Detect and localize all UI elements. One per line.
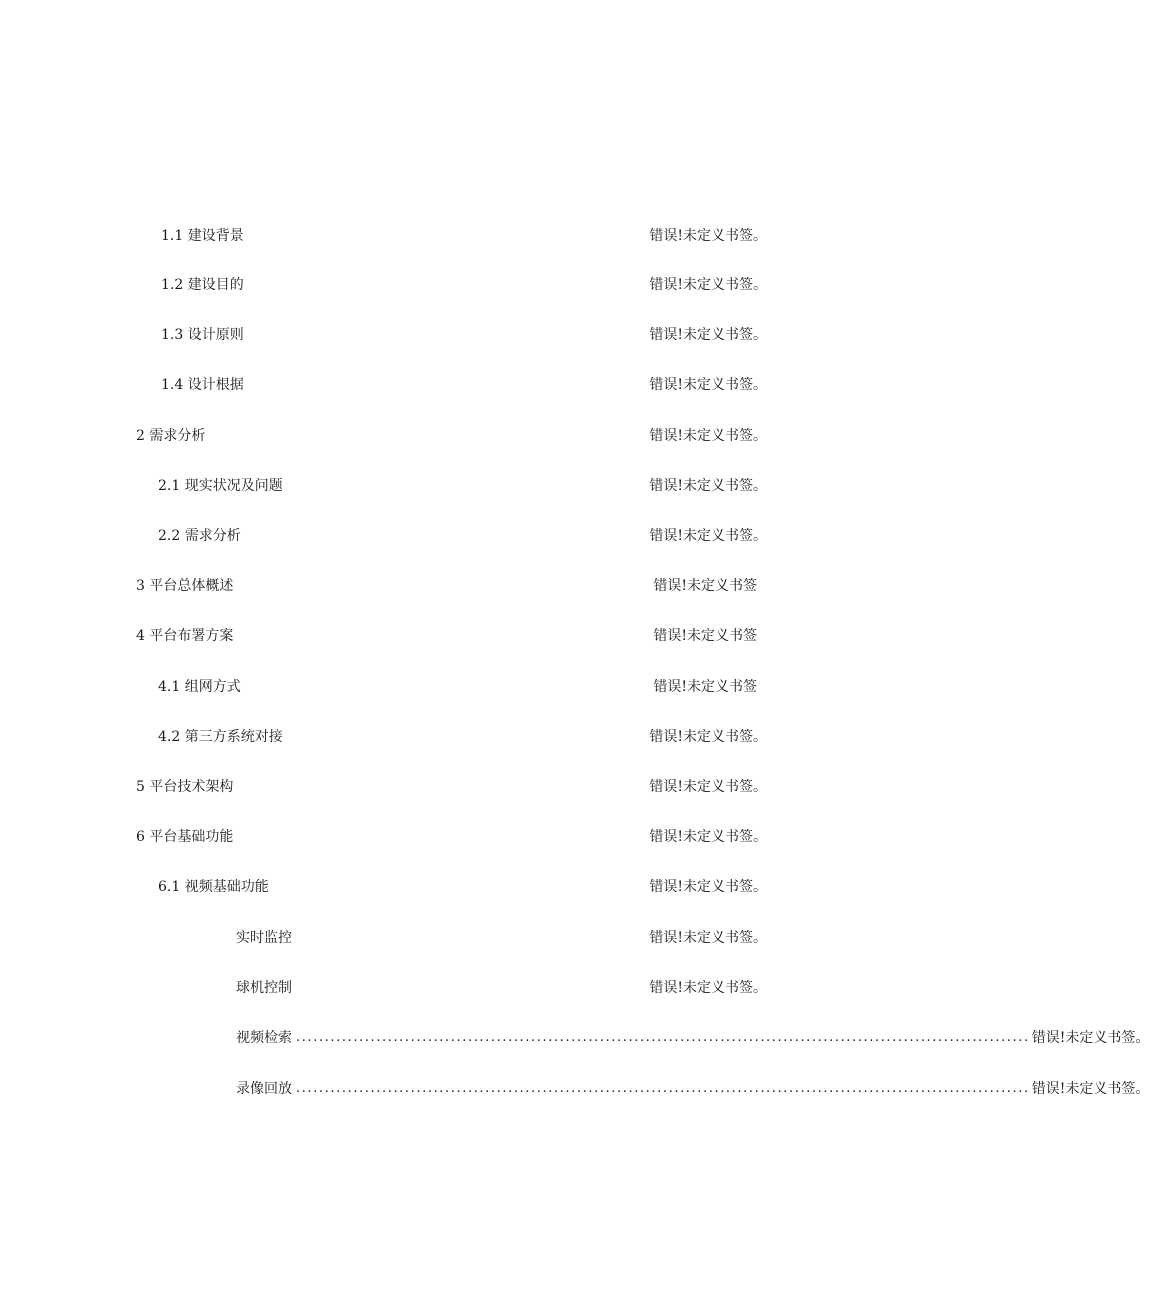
toc-leader: ................................................................................................................................	[296, 1081, 1030, 1096]
toc-entry-title: 实时监控	[236, 930, 292, 946]
toc-entry-title: 录像回放	[236, 1081, 292, 1097]
toc-entry[interactable]	[136, 624, 757, 648]
toc-entry-page: 错误!未定义书签。	[649, 779, 767, 795]
toc-entry-title: 5 平台技术架构	[136, 779, 234, 795]
toc-entry-title: 6.1 视频基础功能	[158, 879, 269, 895]
toc-entry-page: 错误!未定义书签。	[649, 428, 767, 444]
toc-entry[interactable]	[158, 725, 767, 749]
toc-entry[interactable]	[161, 273, 767, 297]
toc-entry-page: 错误!未定义书签。	[1031, 1030, 1149, 1046]
toc-entry-page: 错误!未定义书签	[653, 679, 757, 695]
toc-entry-page: 错误!未定义书签。	[649, 327, 767, 343]
toc-entry[interactable]	[158, 875, 767, 899]
toc-entry-title: 4.1 组网方式	[158, 679, 241, 695]
toc-entry-title: 2 需求分析	[136, 428, 206, 444]
toc-entry-page: 错误!未定义书签。	[649, 829, 767, 845]
toc-entry[interactable]	[158, 474, 767, 498]
toc-entry[interactable]	[136, 574, 757, 598]
toc-entry-title: 球机控制	[236, 980, 292, 996]
toc-entry-page: 错误!未定义书签。	[649, 377, 767, 393]
toc-entry-page: 错误!未定义书签。	[649, 879, 767, 895]
toc-entry[interactable]	[236, 1026, 1149, 1050]
toc-entry[interactable]	[158, 524, 767, 548]
toc-entry-title: 4 平台布署方案	[136, 628, 234, 644]
toc-entry-title: 1.2 建设目的	[161, 277, 244, 293]
toc-entry[interactable]	[236, 926, 767, 950]
toc-entry[interactable]	[161, 224, 767, 248]
toc-entry-page: 错误!未定义书签。	[649, 528, 767, 544]
toc-entry-title: 2.1 现实状况及问题	[158, 478, 283, 494]
toc-entry[interactable]	[236, 976, 767, 1000]
toc-entry[interactable]	[136, 825, 767, 849]
toc-leader: ................................................................................................................................	[296, 1030, 1030, 1045]
toc-entry[interactable]	[161, 323, 767, 347]
toc-entry-title: 视频检索	[236, 1030, 292, 1046]
toc-entry-page: 错误!未定义书签	[653, 578, 757, 594]
toc-entry-page: 错误!未定义书签。	[649, 980, 767, 996]
toc-entry-title: 1.3 设计原则	[161, 327, 244, 343]
toc-entry-page: 错误!未定义书签。	[649, 729, 767, 745]
toc-entry[interactable]	[158, 675, 757, 699]
toc-entry-page: 错误!未定义书签。	[649, 277, 767, 293]
toc-entry[interactable]	[236, 1077, 1149, 1101]
toc-entry-page: 错误!未定义书签。	[649, 228, 767, 244]
toc-entry-title: 6 平台基础功能	[136, 829, 234, 845]
toc-entry-title: 1.1 建设背景	[161, 228, 244, 244]
toc-entry-page: 错误!未定义书签。	[649, 930, 767, 946]
toc-entry[interactable]	[136, 424, 767, 448]
toc-entry-title: 4.2 第三方系统对接	[158, 729, 283, 745]
toc-entry-page: 错误!未定义书签。	[1031, 1081, 1149, 1097]
toc-entry-page: 错误!未定义书签。	[649, 478, 767, 494]
toc-entry[interactable]	[136, 775, 767, 799]
toc-entry-title: 1.4 设计根据	[161, 377, 244, 393]
toc-entry-page: 错误!未定义书签	[653, 628, 757, 644]
toc-entry-title: 2.2 需求分析	[158, 528, 241, 544]
toc-entry-title: 3 平台总体概述	[136, 578, 234, 594]
toc-entry[interactable]	[161, 373, 767, 397]
